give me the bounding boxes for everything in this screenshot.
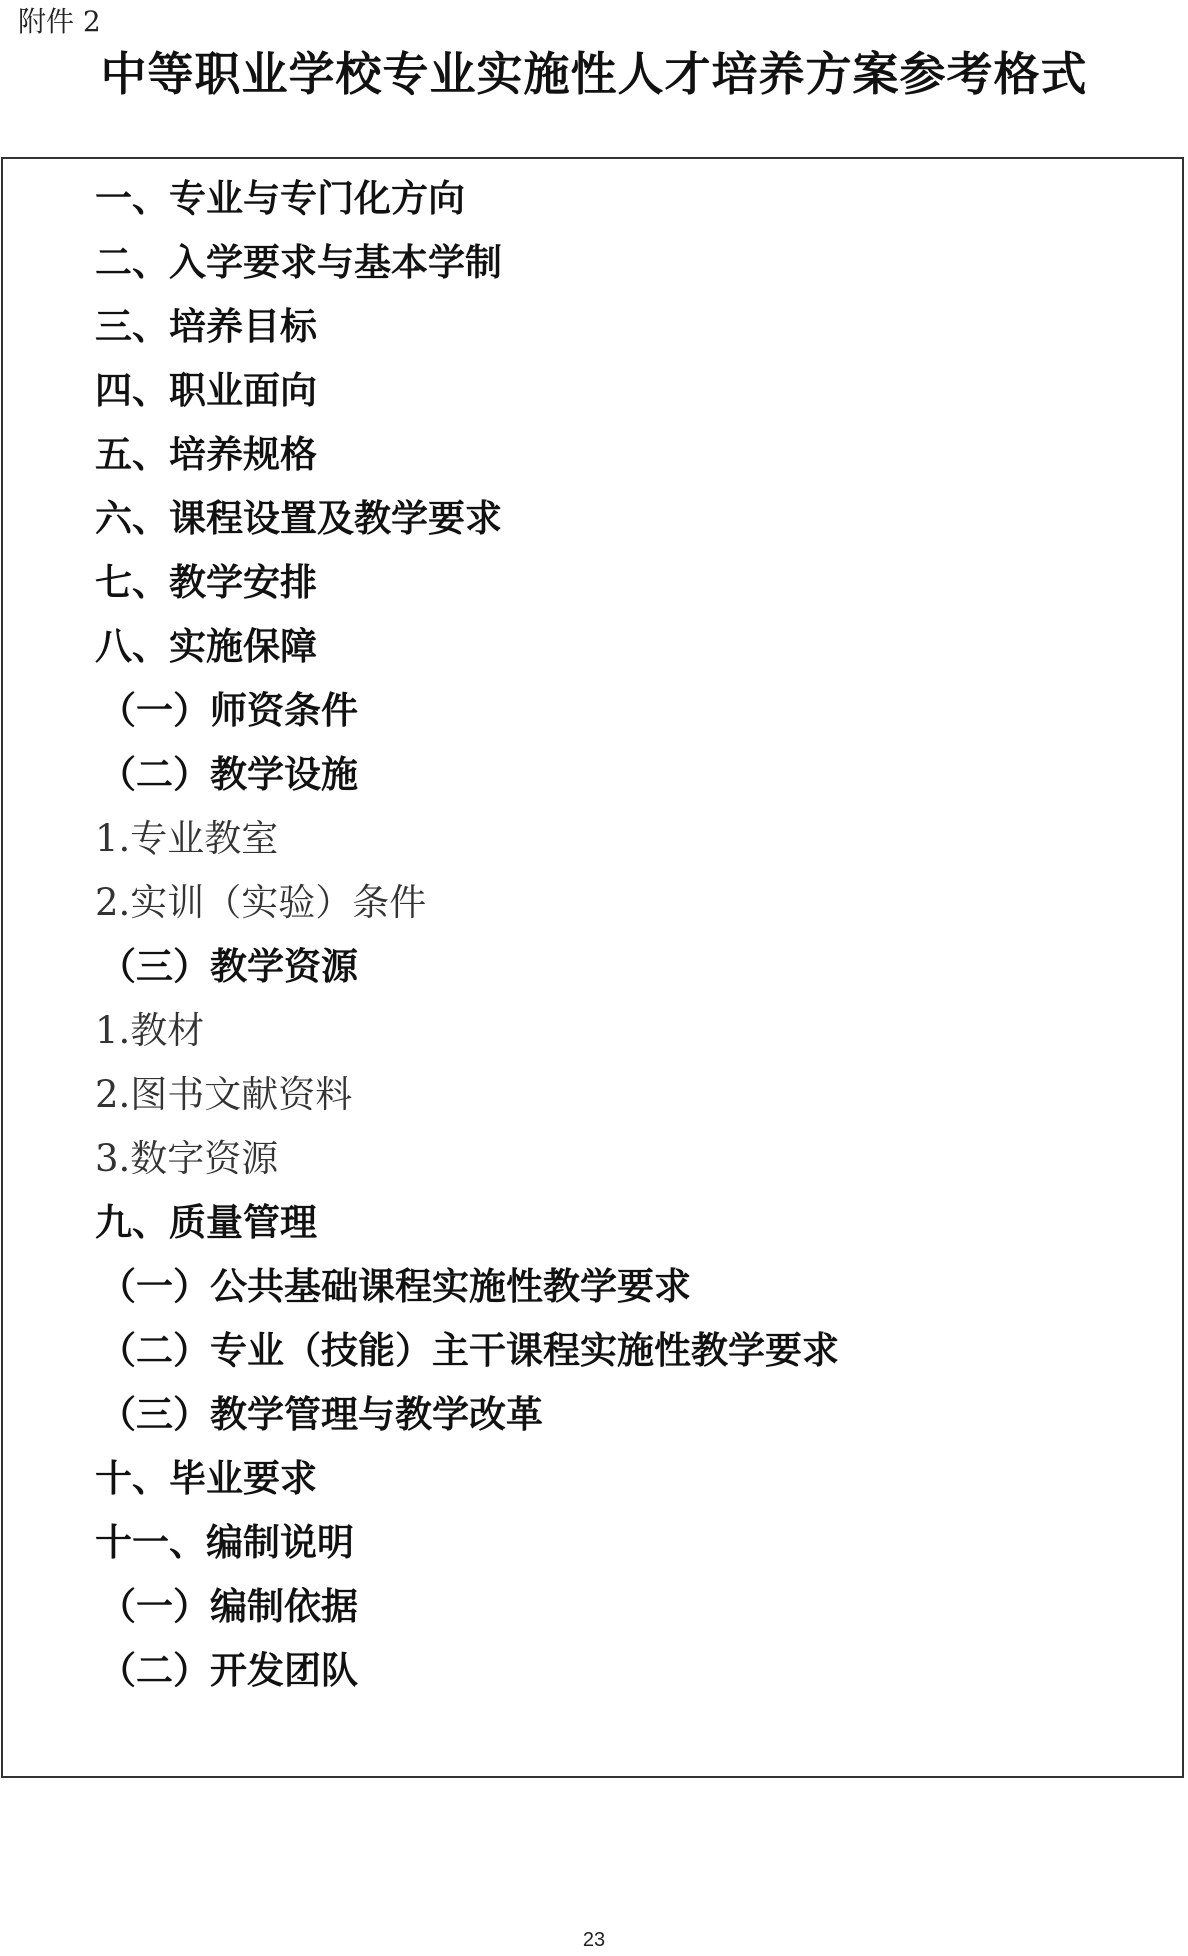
- outline-section: 二、入学要求与基本学制: [95, 241, 502, 284]
- outline-section: 十、毕业要求: [95, 1457, 317, 1500]
- outline-box: [1, 157, 1184, 1778]
- outline-subsection: （三）教学管理与教学改革: [99, 1393, 543, 1436]
- outline-section: 十一、编制说明: [95, 1521, 354, 1564]
- outline-item: 1.专业教室: [95, 817, 279, 860]
- outline-subsection: （一）公共基础课程实施性教学要求: [99, 1265, 691, 1308]
- outline-section: 八、实施保障: [95, 625, 317, 668]
- outline-item: 2.实训（实验）条件: [95, 881, 427, 924]
- outline-item: 1.教材: [95, 1009, 205, 1052]
- outline-section: 一、专业与专门化方向: [95, 177, 465, 220]
- outline-section: 九、质量管理: [95, 1201, 317, 1244]
- outline-section: 四、职业面向: [95, 369, 317, 412]
- document-title: 中等职业学校专业实施性人才培养方案参考格式: [100, 47, 1088, 101]
- outline-section: 三、培养目标: [95, 305, 317, 348]
- outline-section: 六、课程设置及教学要求: [95, 497, 502, 540]
- outline-subsection: （一）编制依据: [99, 1585, 358, 1628]
- outline-item: 2.图书文献资料: [95, 1073, 353, 1116]
- attachment-label: 附件 2: [18, 5, 101, 38]
- outline-subsection: （二）开发团队: [99, 1649, 358, 1692]
- outline-subsection: （三）教学资源: [99, 945, 358, 988]
- page-number: 23: [582, 1929, 606, 1951]
- outline-subsection: （二）专业（技能）主干课程实施性教学要求: [99, 1329, 839, 1372]
- outline-subsection: （一）师资条件: [99, 689, 358, 732]
- outline-subsection: （二）教学设施: [99, 753, 358, 796]
- outline-item: 3.数字资源: [95, 1137, 279, 1180]
- outline-list: [95, 167, 839, 1703]
- outline-section: 五、培养规格: [95, 433, 317, 476]
- outline-section: 七、教学安排: [95, 561, 317, 604]
